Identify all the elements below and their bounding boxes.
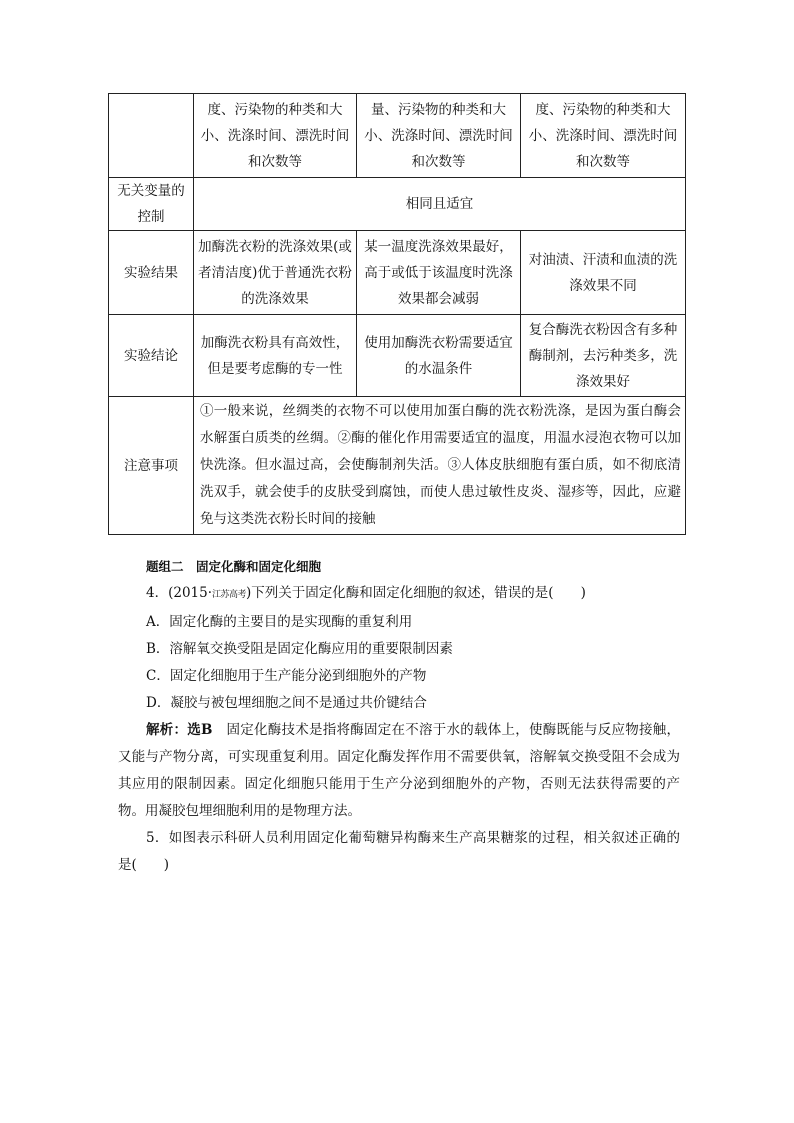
results-label: 实验结果 — [109, 231, 194, 315]
table-row-factors — [109, 94, 686, 178]
question-4-year: 2015· — [173, 585, 213, 601]
factors-cell-1: 度、污染物的种类和大小、洗涤时间、漂洗时间和次数等 — [194, 94, 357, 178]
question-4-stem — [118, 580, 680, 609]
question-5-stem: 5．如图表示科研人员利用固定化葡萄糖异构酶来生产高果糖浆的过程，相关叙述正确的是( ) — [118, 830, 680, 873]
factors-cell-2: 量、污染物的种类和大小、洗涤时间、漂洗时间和次数等 — [357, 94, 521, 178]
conclusion-label: 实验结论 — [109, 315, 194, 397]
analysis-label: 解析： — [146, 722, 188, 738]
conclusion-cell-1: 加酶洗衣粉具有高效性，但是要考虑酶的专一性 — [194, 315, 357, 397]
irrelevant-variables-value: 相同且适宜 — [194, 178, 686, 231]
table-row-conclusion — [109, 315, 686, 397]
experiment-summary-table — [108, 93, 686, 535]
analysis-choice: 选B — [187, 722, 213, 738]
results-cell-2: 某一温度洗涤效果最好，高于或低于该温度时洗涤效果都会减弱 — [357, 231, 521, 315]
notes-text: ①一般来说，丝绸类的衣物不可以使用加蛋白酶的洗衣粉洗涤，是因为蛋白酶会水解蛋白质类的丝绸。②酶的催化作用需要适宜的温度，用温水浸泡衣物可以加快洗涤。但水温过高，会使酶制剂失活。③人体皮肤细胞有蛋白质，如不彻底清洗双手，就会使手的皮肤受到腐蚀，而使人患过敏性皮炎、湿疹等，因此，应避免与这类洗衣粉长时间的接触 — [194, 397, 686, 535]
option-c: C．固定化细胞用于生产能分泌到细胞外的产物 — [146, 668, 427, 684]
notes-label: 注意事项 — [109, 397, 194, 535]
factors-label-cell — [109, 94, 194, 178]
irrelevant-variables-label: 无关变量的控制 — [109, 178, 194, 231]
question-section — [118, 553, 680, 879]
results-cell-3: 对油渍、汗渍和血渍的洗涤效果不同 — [521, 231, 686, 315]
question-4-text: )下列关于固定化酶和固定化细胞的叙述，错误的是( ) — [246, 585, 586, 601]
option-a: A．固定化酶的主要目的是实现酶的重复利用 — [146, 614, 413, 630]
question-4-source: 江苏高考 — [212, 590, 247, 600]
results-cell-1: 加酶洗衣粉的洗涤效果(或者清洁度)优于普通洗衣粉的洗涤效果 — [194, 231, 357, 315]
factors-cell-3: 度、污染物的种类和大小、洗涤时间、漂洗时间和次数等 — [521, 94, 686, 178]
question-4-number: 4．( — [146, 585, 174, 601]
table-row-irrelevant-variables — [109, 178, 686, 231]
conclusion-cell-2: 使用加酶洗衣粉需要适宜的水温条件 — [357, 315, 521, 397]
analysis-text: 固定化酶技术是指将酶固定在不溶于水的载体上，使酶既能与反应物接触，又能与产物分离，可实现重复利用。固定化酶发挥作用不需要供氧，溶解氧交换受阻不会成为其应用的限制因素。固定化细胞只能用于生产分泌到细胞外的产物，否则无法获得需要的产物。用凝胶包埋细胞利用的是物理方法。 — [118, 722, 681, 819]
table-row-notes — [109, 397, 686, 535]
option-b: B．溶解氧交换受阻是固定化酶应用的重要限制因素 — [146, 641, 453, 657]
group-title: 题组二 固定化酶和固定化细胞 — [146, 559, 322, 574]
table-row-results — [109, 231, 686, 315]
conclusion-cell-3: 复合酶洗衣粉因含有多种酶制剂，去污种类多，洗涤效果好 — [521, 315, 686, 397]
option-d: D．凝胶与被包埋细胞之间不是通过共价键结合 — [146, 695, 427, 711]
question-4-analysis — [118, 717, 680, 825]
